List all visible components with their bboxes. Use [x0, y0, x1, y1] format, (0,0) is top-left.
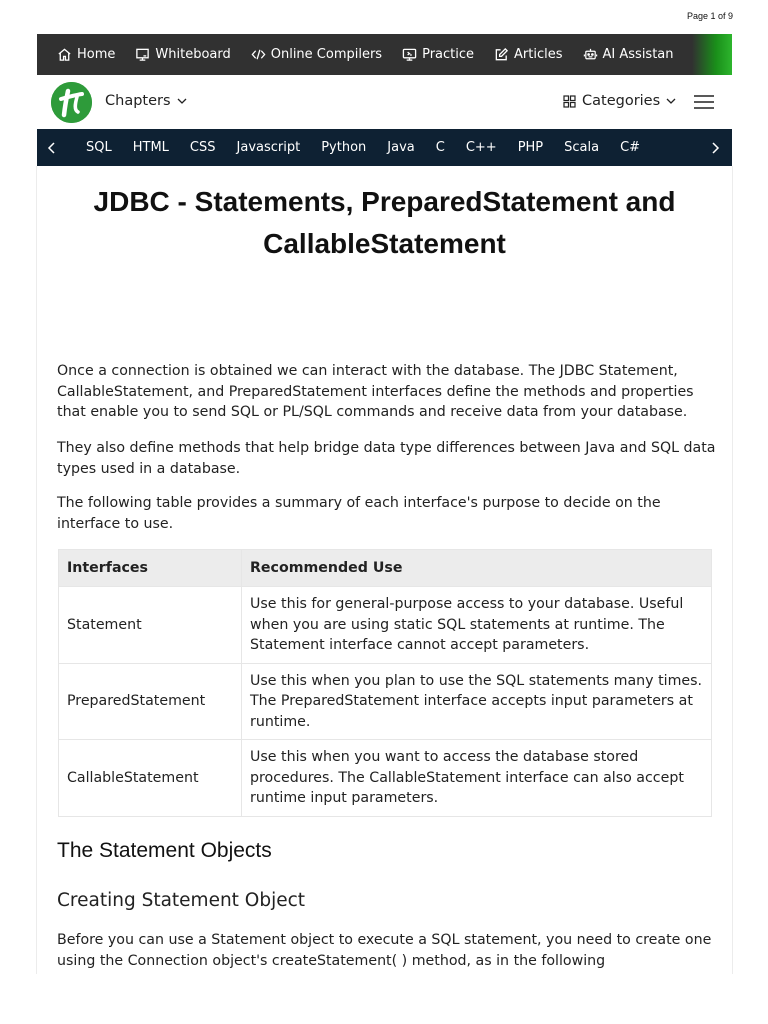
page-title: JDBC - Statements, PreparedStatement and CallableStatement — [93, 186, 676, 259]
table-header-cell: Interfaces — [59, 550, 242, 587]
table-row — [59, 587, 712, 664]
grid-icon — [563, 95, 576, 108]
table-cell: Use this when you want to access the database stored procedures. The CallableStatement interface can also accept runtime input parameters. — [242, 740, 712, 817]
edit-icon — [494, 47, 509, 62]
table-header-row — [59, 550, 712, 587]
page-number: Page 1 of 9 — [686, 11, 733, 21]
paragraph-intro: Once a connection is obtained we can interact with the database. The JDBC Statement, CallableStatement, and PreparedStatement interfaces define the methods and properties that enable you to send SQL or PL/SQL commands and receive data from your database. — [57, 363, 694, 420]
interfaces-table — [58, 549, 712, 817]
table-row — [59, 740, 712, 817]
lang-link[interactable]: HTML — [132, 140, 169, 155]
nav-articles-label: Articles — [514, 47, 563, 62]
nav-practice[interactable] — [402, 47, 474, 62]
paragraph-statement-object: Before you can use a Statement object to execute a SQL statement, you need to create one using the Connection object's createStatement( ) method, as in the following — [57, 932, 712, 969]
table-cell: Use this for general-purpose access to your database. Useful when you are using static SQL statements at runtime. The Statement interface cannot accept parameters. — [242, 587, 712, 664]
table-cell: Statement — [59, 587, 242, 664]
nav-ai-assistant[interactable] — [583, 47, 674, 62]
table-cell: Use this when you plan to use the SQL statements many times. The PreparedStatement interface accepts input parameters at runtime. — [242, 663, 712, 740]
table-cell: PreparedStatement — [59, 663, 242, 740]
table-header-cell: Recommended Use — [242, 550, 712, 587]
table-row — [59, 663, 712, 740]
code-icon — [251, 47, 266, 62]
subsection-heading: Creating Statement Object — [57, 890, 306, 911]
nav-home-label: Home — [77, 47, 116, 62]
nav-ai-assistant-label: AI Assistan — [602, 47, 674, 62]
practice-icon — [402, 47, 417, 62]
lang-link[interactable]: C — [435, 140, 445, 155]
chapters-dropdown[interactable] — [105, 93, 187, 109]
hamburger-menu-icon[interactable] — [694, 95, 714, 109]
home-icon — [57, 47, 72, 62]
chevron-down-icon — [666, 96, 676, 106]
chevron-right-icon — [711, 142, 720, 154]
lang-link[interactable]: PHP — [517, 140, 544, 155]
scroll-right-button[interactable] — [698, 129, 732, 166]
paragraph-data-types: They also define methods that help bridge data type differences between Java and SQL data types used in a database. — [57, 440, 716, 477]
lang-link[interactable]: Javascript — [236, 140, 301, 155]
lang-link[interactable]: Python — [321, 140, 367, 155]
logo-icon[interactable] — [51, 82, 92, 123]
section-heading: The Statement Objects — [57, 839, 272, 862]
nav-fade — [692, 34, 732, 75]
lang-link[interactable]: Scala — [564, 140, 600, 155]
categories-label: Categories — [582, 93, 661, 109]
nav-articles[interactable] — [494, 47, 562, 62]
categories-dropdown[interactable] — [563, 93, 676, 109]
lang-link[interactable]: C# — [620, 140, 641, 155]
whiteboard-icon — [135, 47, 150, 62]
chapters-label: Chapters — [105, 93, 171, 109]
article-content — [37, 166, 732, 974]
lang-link[interactable]: CSS — [189, 140, 216, 155]
nav-online-compilers[interactable] — [251, 47, 382, 62]
chevron-down-icon — [177, 96, 187, 106]
nav-home[interactable] — [57, 47, 115, 62]
site-header — [37, 75, 732, 129]
nav-online-compilers-label: Online Compilers — [270, 47, 383, 62]
language-bar — [37, 129, 732, 166]
scroll-left-button[interactable] — [37, 142, 65, 154]
robot-icon — [583, 47, 598, 62]
lang-link[interactable]: SQL — [86, 140, 112, 155]
nav-whiteboard-label: Whiteboard — [155, 47, 231, 62]
paragraph-table-intro: The following table provides a summary of each interface's purpose to decide on the interface to use. — [57, 495, 661, 532]
table-cell: CallableStatement — [59, 740, 242, 817]
lang-link[interactable]: Java — [387, 140, 415, 155]
lang-link[interactable]: C++ — [465, 140, 497, 155]
chevron-left-icon — [47, 142, 56, 154]
top-navigation — [37, 34, 732, 75]
nav-whiteboard[interactable] — [135, 47, 230, 62]
nav-practice-label: Practice — [422, 47, 475, 62]
